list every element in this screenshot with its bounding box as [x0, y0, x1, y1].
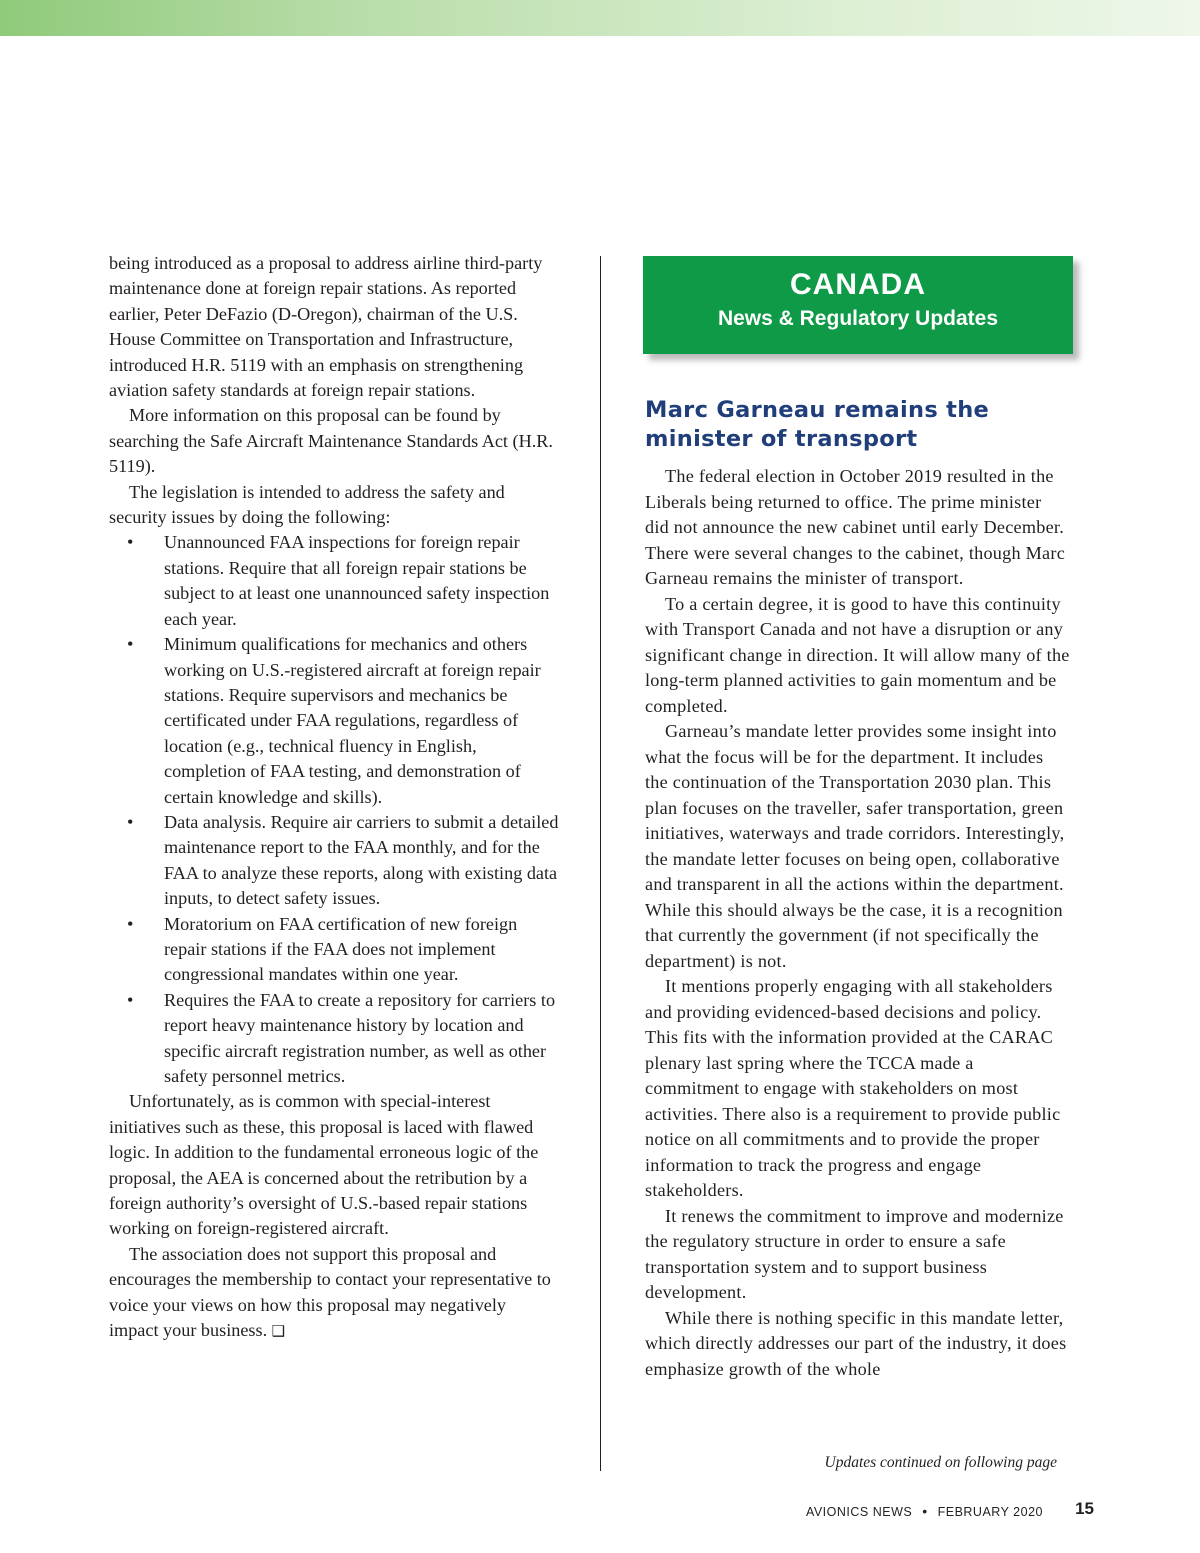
bullet-marker: • [127, 913, 134, 934]
right-article-column [645, 396, 1070, 1382]
paragraph-text: The association does not support this proposal and encourages the membership to contact your representative to voice your views on how this proposal may negatively impact your business. [109, 1243, 551, 1341]
paragraph: Unfortunately, as is common with special-interest initiatives such as these, this proposal is laced with flawed logic. In addition to the fundamental erroneous logic of the proposal, the AEA is concerned about the retribution by a foreign authority’s oversight of U.S.-based repair stations working on foreign-registered aircraft. [109, 1091, 539, 1239]
left-article-column [109, 251, 559, 1344]
list-item-text: Minimum qualifications for mechanics and others working on U.S.-registered aircraft at foreign repair stations. Require supervisors and mechanics be certificated under FAA regulations, regardless of location (e.g., technical fluency in English, completion of FAA testing, and demonstration of certain knowledge and skills). [164, 634, 541, 807]
continued-note: Updates continued on following page [824, 1454, 1057, 1471]
page-number: 15 [1075, 1499, 1094, 1518]
legislation-bullet-list [109, 530, 559, 1089]
paragraph: While there is nothing specific in this mandate letter, which directly addresses our part of the industry, it does emphasize growth of the whole [645, 1307, 1067, 1379]
list-item-text: Unannounced FAA inspections for foreign repair stations. Require that all foreign repair stations be subject to at least one unannounced safety inspection each year. [164, 532, 550, 629]
publication-name: AVIONICS NEWS [805, 1505, 913, 1519]
bullet-marker: • [127, 989, 134, 1010]
banner-subtitle: News & Regulatory Updates [717, 307, 999, 330]
issue-date: FEBRUARY 2020 [937, 1505, 1043, 1519]
paragraph: Garneau’s mandate letter provides some insight into what the focus will be for the department. It includes the continuation of the Transportation 2030 plan. This plan focuses on the traveller, safer transportation, green initiatives, waterways and trade corridors. Interestingly, the mandate letter focuses on being open, collaborative and transparent in all the actions within the department. While this should always be the case, it is a recognition that currently the government (if not specifically the department) is not. [645, 721, 1065, 971]
paragraph: It mentions properly engaging with all stakeholders and providing evidenced-based decisions and policy. This fits with the information provided at the CARAC plenary last spring where the TCCA made a commitment to engage with stakeholders on most activities. There also is a requirement to provide public notice on all commitments and to provide the proper information to track the progress and engage stakeholders. [645, 976, 1061, 1200]
footer-separator: • [922, 1503, 928, 1519]
paragraph: being introduced as a proposal to address airline third-party maintenance done at foreign repair stations. As reported earlier, Peter DeFazio (D-Oregon), chairman of the U.S. House Committee on Transportation and Infrastructure, introduced H.R. 5119 with an emphasis on strengthening aviation safety standards at foreign repair stations. [109, 253, 543, 401]
bullet-marker: • [127, 634, 134, 655]
list-item [109, 632, 559, 810]
footer-publication-info [780, 1502, 1043, 1521]
paragraph: It renews the commitment to improve and modernize the regulatory structure in order to ensure a safe transportation system and to support business development. [645, 1205, 1064, 1302]
list-item-text: Moratorium on FAA certification of new foreign repair stations if the FAA does not implement congressional mandates within one year. [164, 913, 518, 985]
paragraph [109, 1242, 559, 1345]
list-item [109, 988, 559, 1090]
list-item-text: Data analysis. Require air carriers to submit a detailed maintenance report to the FAA monthly, and for the FAA to analyze these reports, along with existing data inputs, to detect safety issues. [164, 811, 559, 909]
paragraph: More information on this proposal can be found by searching the Safe Aircraft Maintenance Standards Act (H.R. 5119). [109, 405, 553, 477]
banner-title: CANADA [790, 268, 926, 301]
paragraph: The federal election in October 2019 resulted in the Liberals being returned to office. The prime minister did not announce the new cabinet until early December. There were several changes to the cabinet, though Marc Garneau remains the minister of transport. [645, 466, 1066, 588]
column-divider [600, 256, 601, 1471]
list-item [109, 912, 559, 988]
article-heading: Marc Garneau remains the minister of transport [645, 397, 990, 452]
top-color-band [0, 0, 1200, 36]
list-item-text: Requires the FAA to create a repository for carriers to report heavy maintenance history by location and specific aircraft registration number, as well as other safety personnel metrics. [164, 989, 556, 1086]
paragraph: The legislation is intended to address the safety and security issues by doing the following: [109, 481, 505, 528]
bullet-marker: • [127, 811, 134, 832]
section-banner [643, 256, 1073, 354]
paragraph: To a certain degree, it is good to have this continuity with Transport Canada and not have a disruption or any significant change in direction. It will allow many of the long-term planned activities to gain momentum and be completed. [645, 593, 1070, 716]
list-item [109, 810, 559, 912]
list-item [109, 530, 559, 632]
end-of-article-icon: ❑ [271, 1322, 286, 1341]
bullet-marker: • [127, 532, 134, 553]
